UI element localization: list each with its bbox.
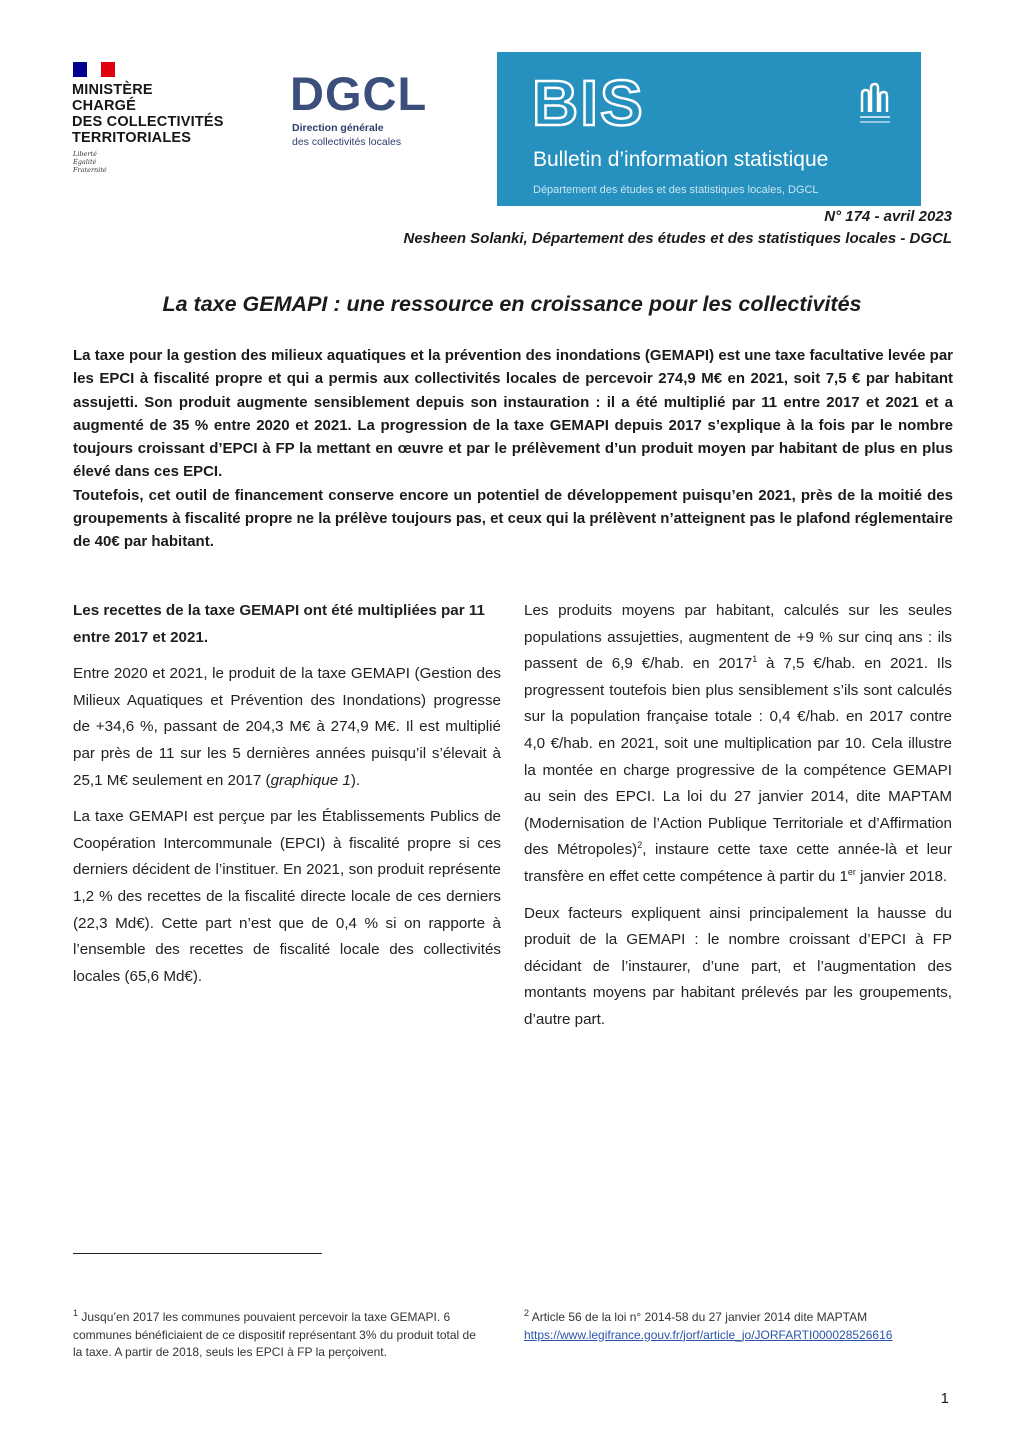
body-paragraph: Entre 2020 et 2021, le produit de la taxe GEMAPI (Gestion des Milieux Aquatiques et Prévention des Inondations) progresse de +34,6 %, passant de 204,3 M€ à 274,9 M€. Il est multiplié par près de 11 sur les 5 dernières années puisqu’il s’élevait à 25,1 M€ seulement en 2017 (graphique 1).: [73, 665, 501, 789]
footnote-2: $^2$ Article 56 de la loi n° 2014-58 du 27 janvier 2014 dite MAPTAM https://www.legifrance.gouv.fr/jorf/article_jo/JORFARTI000028526616: [524, 1308, 893, 1342]
footnote-ref: 2: [637, 840, 643, 851]
abstract: [73, 344, 953, 554]
flag-red: [101, 62, 115, 77]
flag-white: [87, 62, 101, 77]
body-paragraph: Deux facteurs expliquent ainsi principalement la hausse du produit de la GEMAPI : le nombre croissant d’EPCI à FP décidant de l’instaurer, d’une part, et l’augmentation des montants moyens par habitant prélevés par les groupements, d’autre part.: [524, 904, 952, 1028]
republic-motto: Liberté Égalité Fraternité: [73, 150, 107, 174]
footnote-1: $^1$ Jusqu’en 2017 les communes pouvaient percevoir la taxe GEMAPI. 6 communes bénéficiaient de ce dispositif représentant 3% du produit total de la taxe. A partir de 2018, seuls les EPCI à FP la perçoivent.: [73, 1308, 476, 1359]
document-title: La taxe GEMAPI : une ressource en croissance pour les collectivités: [162, 292, 862, 316]
section-heading: Les recettes de la taxe GEMAPI ont été multipliées par 11 entre 2017 et 2021.: [73, 602, 485, 646]
body-paragraph: La taxe GEMAPI est perçue par les Établissements Publics de Coopération Intercommunale (EPCI) à fiscalité propre si ces derniers décident de l’instituer. En 2021, son produit représente 1,2 % des recettes de la fiscalité directe locale de ces derniers (22,3 Md€). Cette part n’est que de 0,4 % si on rapporte à l’ensemble des recettes de fiscalité locale des collectivités locales (65,6 Md€).: [73, 808, 501, 985]
issue-number: N° 174 - avril 2023: [824, 208, 952, 225]
left-column: [73, 598, 501, 1000]
legifrance-link[interactable]: https://www.legifrance.gouv.fr/jorf/article_jo/JORFARTI000028526616: [524, 1327, 893, 1342]
body-paragraph: Les produits moyens par habitant, calculés sur les seules populations assujetties, augmentent de +9 % sur cinq ans : ils passent de 6,9 €/hab. en 2017$^1$ à 7,5 €/hab. en 2021. Ils progressent toutefois bien plus sensiblement s’ils sont calculés sur la population française totale : 0,4 €/hab. en 2017 contre 4,0 €/hab. en 2021, soit une multiplication par 10. Cela illustre la montée en charge progressive de la compétence GEMAPI au sein des EPCI. La loi du 27 janvier 2014, dite MAPTAM (Modernisation de l’Action Publique Territoriale et d’Affirmation des Métropoles)$^2$, instaure cette taxe cette année-là et leur transfère en effet cette compétence à partir du 1er janvier 2018.: [524, 602, 952, 885]
dgcl-subtitle: Direction générale des collectivités locales: [292, 122, 402, 148]
ministry-name: MINISTÈRE CHARGÉ DES COLLECTIVITÉS TERRITORIALES: [72, 82, 224, 146]
flag-blue: [73, 62, 87, 77]
author-line: Nesheen Solanki, Département des études et des statistiques locales - DGCL: [403, 230, 952, 247]
marianne-flag-icon: [73, 62, 115, 77]
abstract-paragraph: Toutefois, cet outil de financement conserve encore un potentiel de développement puisqu’en 2021, près de la moitié des groupements à fiscalité propre ne la prélève toujours pas, et ceux qui la prélèvent n’atteignent pas le plafond réglementaire de 40€ par habitant.: [73, 486, 953, 551]
page-number: 1: [940, 1390, 949, 1407]
dgcl-logo: DGCL: [290, 67, 428, 120]
footnote-ref: 1: [752, 654, 758, 665]
abstract-paragraph: La taxe pour la gestion des milieux aquatiques et la prévention des inondations (GEMAPI) est une taxe facultative levée par les EPCI à fiscalité propre et qui a permis aux collectivités locales de percevoir 274,9 M€ en 2021, soit 7,5 € par habitant assujetti. Son produit augmente sensiblement depuis son instauration : il a été multiplié par 11 entre 2017 et 2021 et a augmenté de 35 % entre 2020 et 2021. La progression de la taxe GEMAPI depuis 2017 s’explique à la fois par le nombre toujours croissant d’EPCI à FP la mettant en œuvre et par le prélèvement d’un produit moyen par habitant de plus en plus élevé dans ces EPCI.: [73, 347, 953, 481]
bis-logo: BIS: [532, 67, 645, 139]
building-icon: [858, 82, 892, 128]
right-column: [524, 598, 952, 1044]
bis-subtitle: Bulletin d’information statistique: [533, 148, 829, 171]
graph-reference: graphique 1: [270, 771, 351, 789]
bis-department: Département des études et des statistiques locales, DGCL: [533, 184, 819, 196]
ordinal-suffix: er: [847, 866, 856, 877]
footnote-separator: [73, 1253, 322, 1254]
